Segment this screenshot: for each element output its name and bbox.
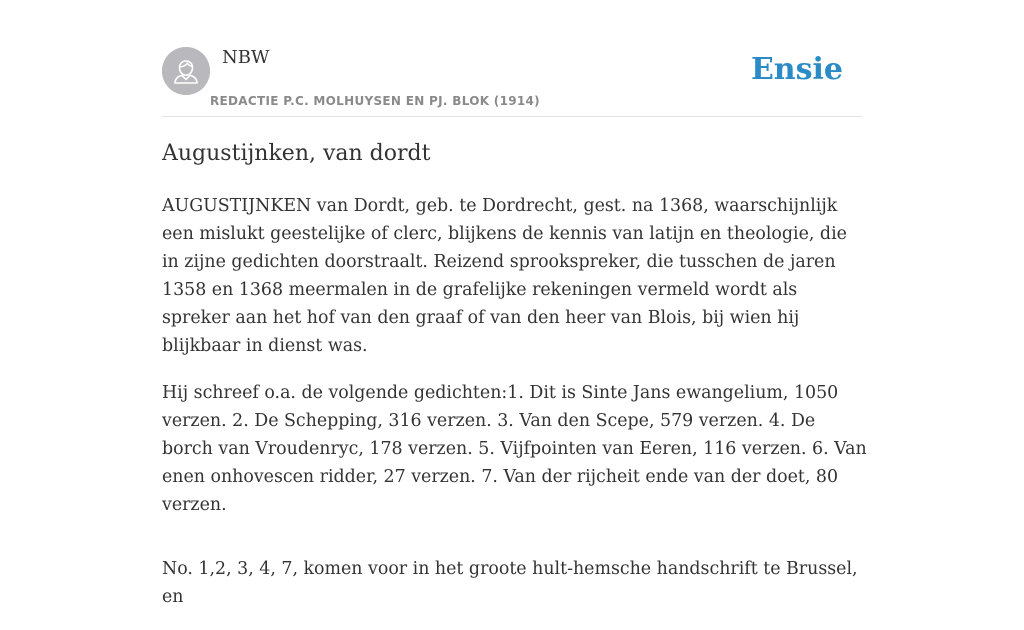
paragraph: Hij schreef o.a. de volgende gedichten:1. Dit is Sinte Jans ewangelium, 1050 verzen. 2. De Schepping, 316 verzen. 3. Van den Scepe, 579 verzen. 4. De borch van Vroudenryc, 178 verzen. 5. Vijfpointen van Eeren, 116 verzen. 6. Van enen onhovescen ridder, 27 verzen. 7. Van der rijcheit ende van der doet, 80 verzen. [162, 383, 867, 515]
paragraph: AUGUSTIJNKEN van Dordt, geb. te Dordrecht, gest. na 1368, waarschijnlijk een mislukt geestelijke of clerc, blijkens de kennis van latijn en theologie, die in zijne gedichten doorstraalt. Reizend sprookspreker, die tusschen de jaren 1358 en 1368 meermalen in de grafelijke rekeningen vermeld wordt als spreker aan het hof van den graaf of van den heer van Blois, bij wien hij blijkbaar in dienst was. [162, 196, 847, 356]
source-credit: REDACTIE P.C. MOLHUYSEN EN PJ. BLOK (1914) [210, 94, 540, 108]
avatar[interactable] [162, 47, 210, 95]
author-name[interactable]: NBW [222, 47, 270, 68]
user-icon [162, 47, 210, 95]
header [162, 0, 862, 117]
brand-logo[interactable]: Ensie [750, 52, 843, 87]
paragraph: No. 1,2, 3, 4, 7, komen voor in het groote hult-hemsche handschrift te Brussel, en [162, 559, 858, 607]
article-body [162, 192, 868, 630]
article-title: Augustijnken, van dordt [162, 141, 431, 166]
